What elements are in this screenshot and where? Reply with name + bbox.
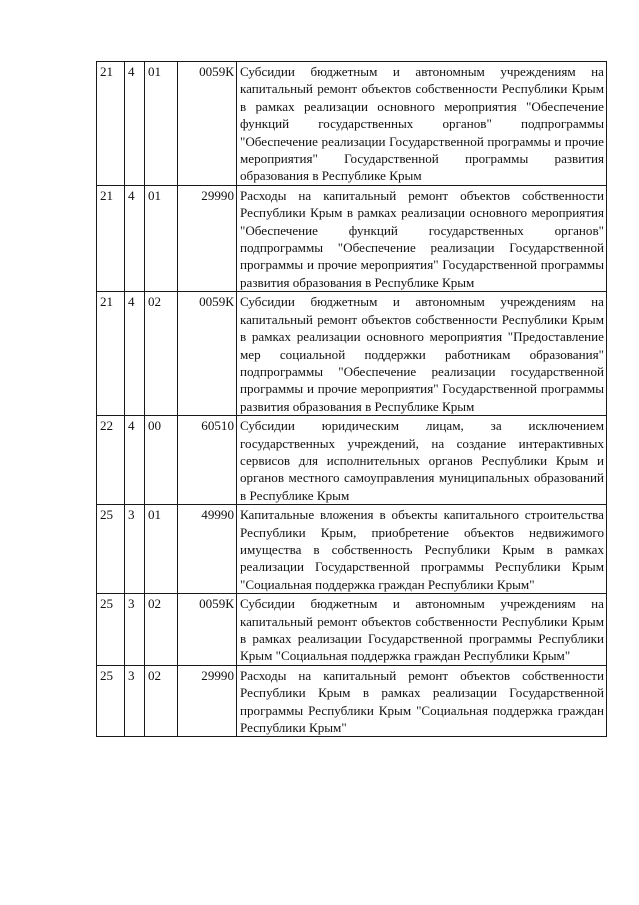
expense-direction-code-cell: 29990	[178, 185, 237, 291]
table-row	[97, 665, 607, 737]
expense-direction-code-cell: 60510	[178, 416, 237, 505]
table-row	[97, 505, 607, 594]
subprogram-code-cell: 3	[125, 665, 145, 737]
table-body	[97, 62, 607, 737]
activity-code-cell: 00	[145, 416, 178, 505]
table-row	[97, 62, 607, 186]
expense-direction-code-cell: 0059К	[178, 594, 237, 666]
activity-code-cell: 02	[145, 292, 178, 416]
activity-code-cell: 02	[145, 594, 178, 666]
description-cell: Субсидии бюджетным и автономным учреждениям на капитальный ремонт объектов собственности Республики Крым в рамках реализации основного мероприятия "Обеспечение функций государственных органов" подпрограммы "Обеспечение реализации Государственной программы и прочие мероприятия" Государственной программы развития образования в Республике Крым	[237, 62, 607, 186]
subprogram-code-cell: 4	[125, 62, 145, 186]
program-code-cell: 21	[97, 185, 125, 291]
description-cell: Капитальные вложения в объекты капитального строительства Республики Крым, приобретение объектов недвижимого имущества в собственность Республики Крым в рамках реализации Государственной программы Республики Крым "Социальная поддержка граждан Республики Крым"	[237, 505, 607, 594]
activity-code-cell: 02	[145, 665, 178, 737]
program-code-cell: 21	[97, 62, 125, 186]
program-code-cell: 25	[97, 505, 125, 594]
subprogram-code-cell: 3	[125, 505, 145, 594]
activity-code-cell: 01	[145, 505, 178, 594]
budget-classification-table	[96, 61, 607, 737]
program-code-cell: 25	[97, 594, 125, 666]
expense-direction-code-cell: 0059К	[178, 62, 237, 186]
program-code-cell: 22	[97, 416, 125, 505]
program-code-cell: 25	[97, 665, 125, 737]
subprogram-code-cell: 4	[125, 185, 145, 291]
activity-code-cell: 01	[145, 185, 178, 291]
expense-direction-code-cell: 29990	[178, 665, 237, 737]
activity-code-cell: 01	[145, 62, 178, 186]
subprogram-code-cell: 3	[125, 594, 145, 666]
description-cell: Субсидии бюджетным и автономным учреждениям на капитальный ремонт объектов собственности Республики Крым в рамках реализации Государственной программы Республики Крым "Социальная поддержка граждан Республики Крым"	[237, 594, 607, 666]
subprogram-code-cell: 4	[125, 292, 145, 416]
table-row	[97, 416, 607, 505]
description-cell: Субсидии бюджетным и автономным учреждениям на капитальный ремонт объектов собственности Республики Крым в рамках реализации основного мероприятия "Предоставление мер социальной поддержки работникам образования" подпрограммы "Обеспечение реализации государственной программы и прочие мероприятия" Государственной программы развития образования в Республике Крым	[237, 292, 607, 416]
expense-direction-code-cell: 0059К	[178, 292, 237, 416]
subprogram-code-cell: 4	[125, 416, 145, 505]
description-cell: Расходы на капитальный ремонт объектов собственности Республики Крым в рамках реализации основного мероприятия "Обеспечение функций государственных органов" подпрограммы "Обеспечение реализации Государственной программы и прочие мероприятия" Государственной программы развития образования в Республике Крым	[237, 185, 607, 291]
table-row	[97, 594, 607, 666]
table-row	[97, 292, 607, 416]
description-cell: Субсидии юридическим лицам, за исключением государственных учреждений, на создание интерактивных сервисов для исполнительных органов Республики Крым и органов местного самоуправления муниципальных образований в Республике Крым	[237, 416, 607, 505]
expense-direction-code-cell: 49990	[178, 505, 237, 594]
program-code-cell: 21	[97, 292, 125, 416]
table-row	[97, 185, 607, 291]
description-cell: Расходы на капитальный ремонт объектов собственности Республики Крым в рамках реализации Государственной программы Республики Крым "Социальная поддержка граждан Республики Крым"	[237, 665, 607, 737]
